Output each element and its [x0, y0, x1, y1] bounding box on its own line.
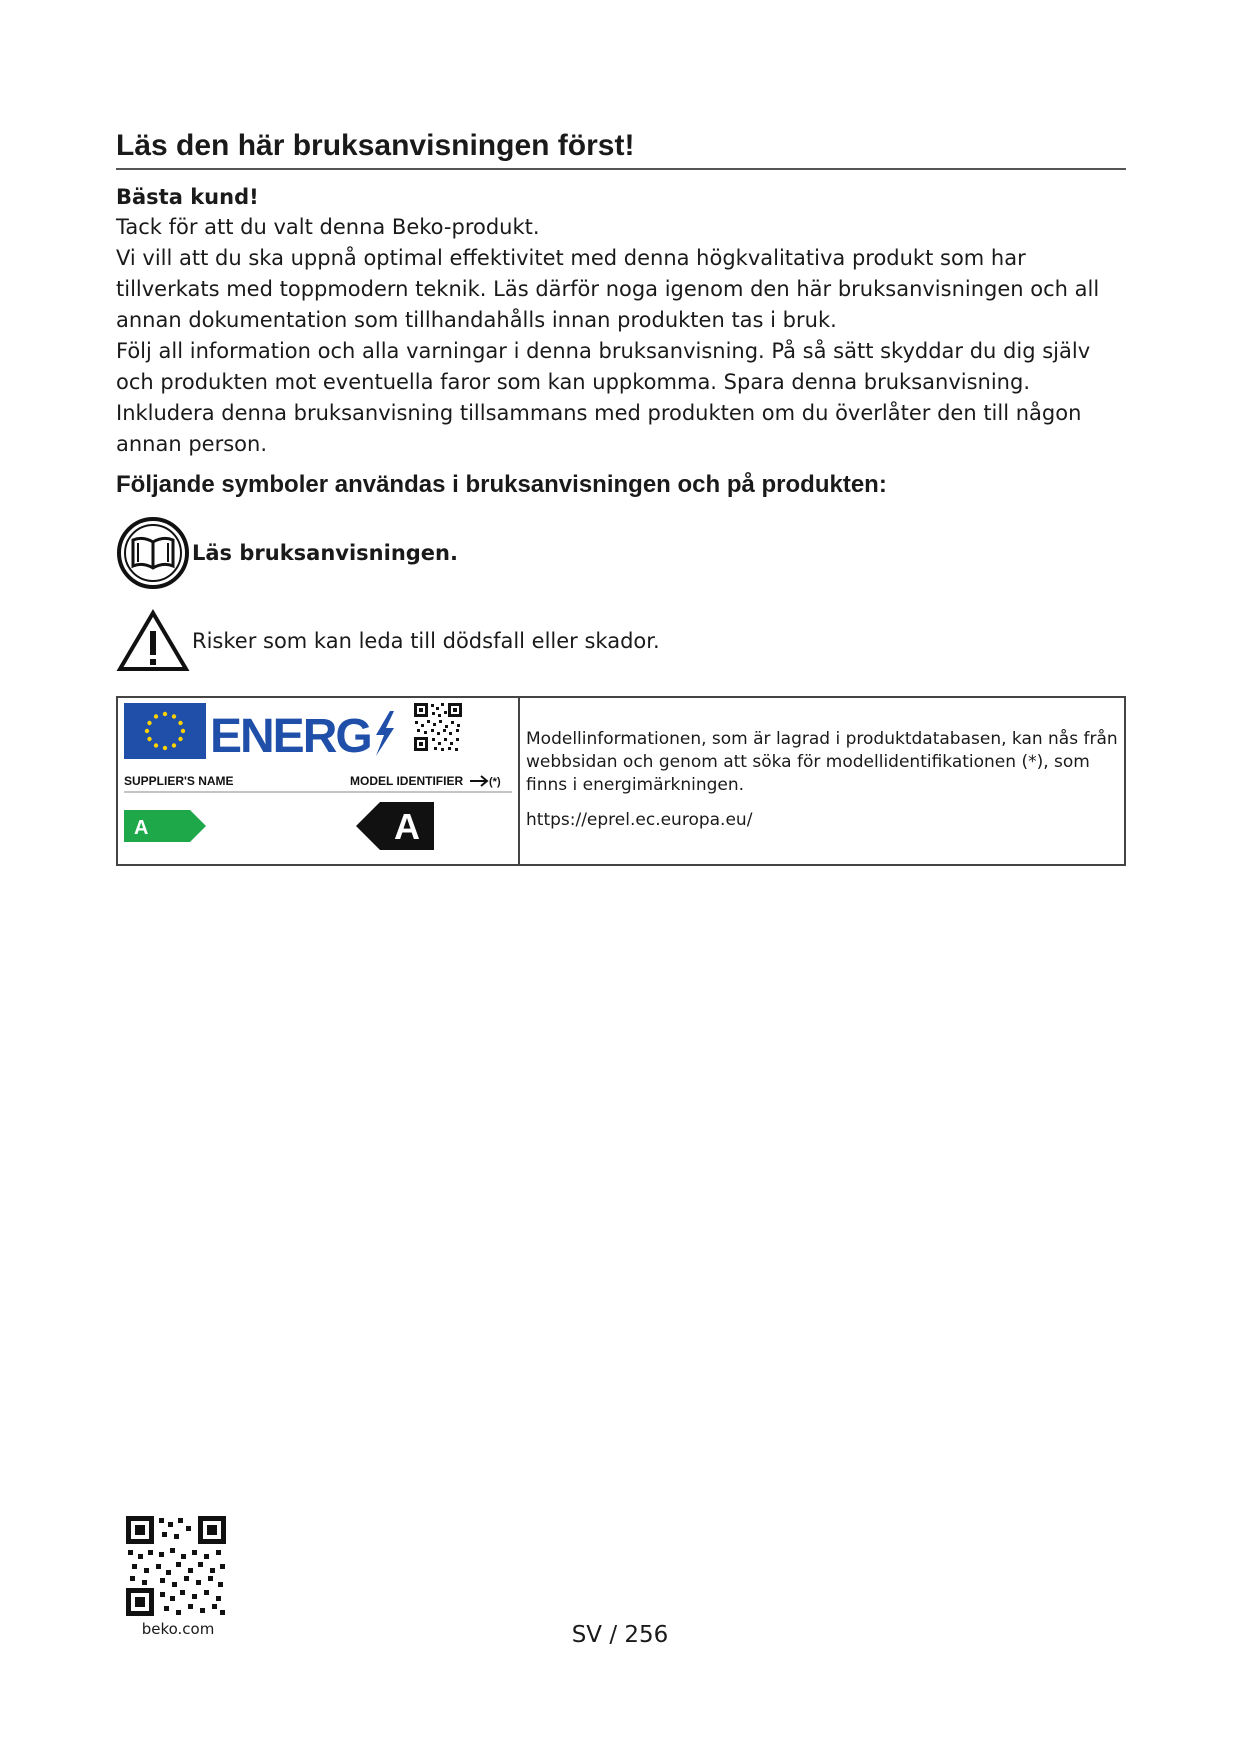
- paragraph-warnings: Följ all information och alla varningar i denna bruksanvisning. På så sätt skyddar du dig själv och produkten mot eventuella faror som kan uppkomma. Spara denna bruksanvisning. Inkludera denna bruksanvisning tillsammans med produkten om du överlåter den till någon annan person.: [116, 339, 1091, 456]
- supplier-label: SUPPLIER'S NAME: [124, 774, 234, 788]
- paragraph-efficiency: Vi vill att du ska uppnå optimal effektivitet med denna högkvalitativa produkt som har tillverkats med toppmodern teknik. Läs därför noga igenom den här bruksanvisningen och all annan dokumentation som tillhandahålls innan produkten tas i bruk.: [116, 246, 1100, 332]
- footer-qr-icon: [126, 1516, 226, 1621]
- eprel-link[interactable]: https://eprel.ec.europa.eu/: [526, 810, 753, 830]
- book-icon: [116, 516, 190, 590]
- energy-bolt-icon: [376, 711, 394, 756]
- energy-class-scale-text: A: [134, 817, 149, 839]
- paragraph-thanks: Tack för att du valt denna Beko-produkt.: [116, 215, 540, 239]
- footer-site[interactable]: beko.com: [141, 1620, 215, 1638]
- document-body: [116, 128, 1126, 866]
- symbol-text-risk: Risker som kan leda till dödsfall eller skador.: [192, 629, 660, 653]
- warning-triangle-icon: [116, 604, 190, 678]
- symbol-row-read-manual: [116, 516, 1126, 590]
- energy-info-table: [116, 696, 1126, 866]
- energy-info-text: Modellinformationen, som är lagrad i produktdatabasen, kan nås från webbsidan och genom att söka för modellidentifikationen (*), som finns i energimärkningen.: [526, 729, 1118, 795]
- symbol-row-risk: [116, 604, 1126, 678]
- energy-info-text-cell: [520, 698, 1124, 864]
- page-number: SV / 256: [571, 1622, 669, 1648]
- arrow-right-icon: [470, 776, 487, 786]
- eu-flag-icon: [124, 703, 206, 759]
- symbol-text-read-manual: Läs bruksanvisningen.: [192, 541, 458, 565]
- energy-label-graphic: [118, 698, 520, 864]
- energy-class-product-text: A: [394, 806, 420, 847]
- page-title: Läs den här bruksanvisningen först!: [116, 128, 1126, 170]
- energy-qr-icon: [414, 703, 462, 751]
- symbols-heading: Följande symboler användas i bruksanvisningen och på produkten:: [116, 471, 887, 498]
- model-asterisk: (*): [489, 776, 501, 788]
- greeting: Bästa kund!: [116, 185, 259, 209]
- model-identifier-label: MODEL IDENTIFIER: [350, 774, 464, 788]
- energy-brand-text: ENERG: [210, 710, 371, 763]
